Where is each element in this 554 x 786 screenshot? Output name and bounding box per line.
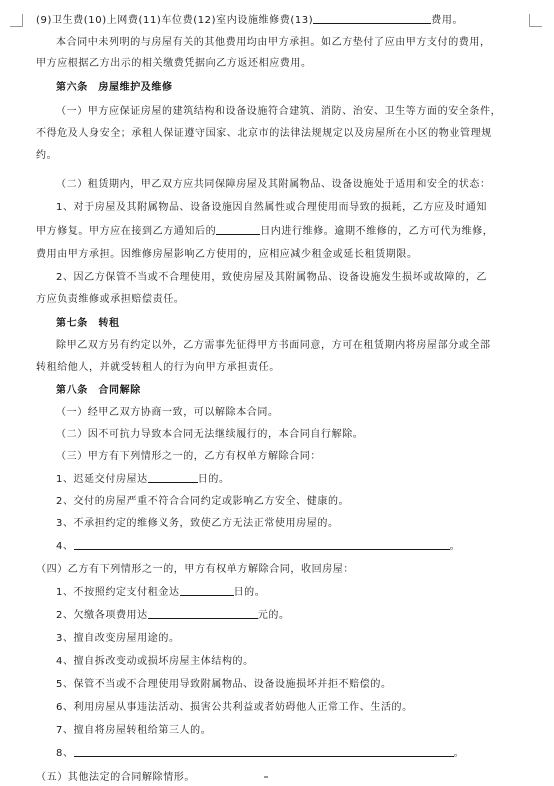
- repair-days-line: 甲方修复。甲方应在接到乙方通知后的 日内进行维修。逾期不维修的，乙方可代为维修，: [36, 223, 493, 240]
- body-line: 约。: [36, 150, 58, 161]
- body-line: 6、利用房屋从事违法活动、损害公共利益或者妨碍他人正常工作、生活的。: [56, 702, 413, 713]
- body-line: 费用由甲方承担。因维修房屋影响乙方使用的，应相应减少租金或延长租赁期限。: [36, 249, 418, 260]
- body-line: 不得危及人身安全；承租人保证遵守国家、北京市的法律法规规定以及房屋所在小区的物业管理规: [36, 128, 492, 139]
- page-corner-marker-right: [529, 14, 542, 27]
- body-line: 5、保管不当或不合理使用导致附属物品、设备设施损坏并拒不赔偿的。: [56, 679, 392, 690]
- rent-days-blank[interactable]: [180, 584, 234, 596]
- repair-days-blank[interactable]: [216, 223, 260, 235]
- body-line: 3、擅自改变房屋用途的。: [56, 633, 180, 644]
- body-line: （三）甲方有下列情形之一的，乙方有权单方解除合同：: [56, 451, 321, 462]
- body-line: （二）因不可抗力导致本合同无法继续履行的，本合同自行解除。: [56, 429, 364, 440]
- other-clause-line: 8、 。: [56, 745, 464, 762]
- article-8-heading: 第八条 合同解除: [56, 385, 141, 396]
- fee-list-line: (9)卫生费(10)上网费(11)车位费(12)室内设施维修费(13) 费用。: [36, 12, 463, 29]
- article-7-heading: 第七条 转租: [56, 318, 120, 329]
- other-clause-blank[interactable]: [74, 745, 454, 757]
- body-line: 2、交付的房屋严重不符合合同约定或影响乙方安全、健康的。: [56, 496, 350, 507]
- arrears-amount-line: 2、欠缴各项费用达 元的。: [56, 607, 290, 624]
- body-line: 4、擅自拆改变动或损坏房屋主体结构的。: [56, 656, 254, 667]
- rent-days-line: 1、不按照约定支付租金达 日的。: [56, 584, 265, 601]
- body-line: 方应负责维修或承担赔偿责任。: [36, 294, 185, 305]
- page-bottom-marker: [264, 776, 268, 778]
- body-line: 转租给他人，并就受转租人的行为向甲方承担责任。: [36, 362, 280, 373]
- body-line: 甲方应根据乙方出示的相关缴费凭据向乙方返还相应费用。: [36, 58, 312, 69]
- body-line: 本合同中未列明的与房屋有关的其他费用均由甲方承担。如乙方垫付了应由甲方支付的费用，: [56, 37, 491, 48]
- delay-days-line: 1、迟延交付房屋达 日的。: [56, 471, 230, 488]
- body-line: （一）甲方应保证房屋的建筑结构和设备设施符合建筑、消防、治安、卫生等方面的安全条件，: [56, 106, 502, 117]
- delay-days-blank[interactable]: [148, 471, 198, 483]
- body-line: （一）经甲乙双方协商一致，可以解除本合同。: [56, 407, 279, 418]
- arrears-amount-blank[interactable]: [148, 607, 258, 619]
- body-line: 1、对于房屋及其附属物品、设备设施因自然属性或合理使用而导致的损耗，乙方应及时通知: [56, 202, 487, 213]
- body-line: 2、因乙方保管不当或不合理使用，致使房屋及其附属物品、设备设施发生损坏或故障的，乙: [56, 272, 487, 283]
- body-line: （二）租赁期内，甲乙双方应共同保障房屋及其附属物品、设备设施处于适用和安全的状态：: [56, 179, 491, 190]
- body-line: 3、不承担约定的维修义务，致使乙方无法正常使用房屋的。: [56, 518, 339, 529]
- article-6-heading: 第六条 房屋维护及维修: [56, 82, 173, 93]
- page-corner-marker-left: [10, 14, 23, 27]
- body-line: 7、擅自将房屋转租给第三人的。: [56, 725, 212, 736]
- body-line: （四）乙方有下列情形之一的，甲方有权单方解除合同，收回房屋：: [36, 564, 354, 575]
- body-line: （五）其他法定的合同解除情形。: [36, 772, 195, 783]
- other-clause-line: 4、 。: [56, 538, 460, 555]
- body-line: 除甲乙双方另有约定以外，乙方需事先征得甲方书面同意，方可在租赁期内将房屋部分或全部: [56, 340, 491, 351]
- fee-blank[interactable]: [313, 12, 431, 24]
- other-clause-blank[interactable]: [74, 538, 450, 550]
